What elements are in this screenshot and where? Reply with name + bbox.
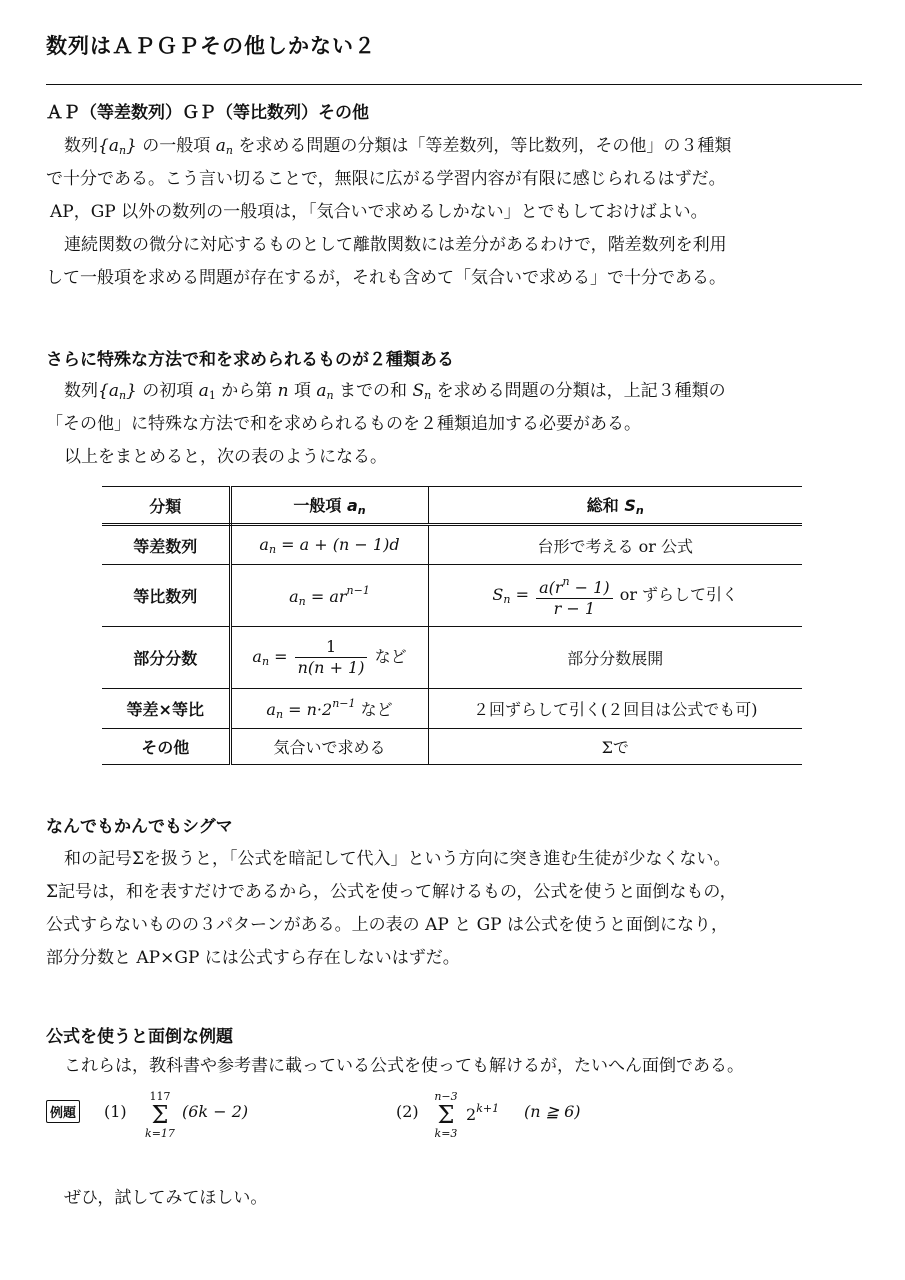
section1-heading: ＡＰ（等差数列）ＧＰ（等比数列）その他 <box>46 103 369 123</box>
row-general-term: $a_n = n\cdot 2^{n-1}$ など <box>230 689 428 729</box>
section1-line-2: で十分である。こう言い切ることで，無限に広がる学習内容が有限に感じられるはずだ。 <box>46 169 726 189</box>
problem-1-expression: (6k − 2) <box>182 1102 249 1121</box>
section1-line-5: して一般項を求める問題が存在するが，それも含めて「気合いで求める」で十分である。 <box>46 268 726 288</box>
problem-2-sigma: n−3 Σ k=3 <box>434 1090 458 1140</box>
section4-body <box>46 1050 862 1083</box>
section3-line-1: 和の記号Σを扱うと，「公式を暗記して代入」という方向に突き進む生徒が少なくない。 <box>64 849 731 869</box>
section3-line-3: 公式すらないものの３パターンがある。上の表の AP と GP は公式を使うと面倒になり， <box>46 915 729 935</box>
table-row <box>102 525 802 565</box>
example-badge: 例題 <box>46 1100 80 1123</box>
row-general-term: $a_n$ = $\frac{1}{n(n + 1)}$ など <box>230 627 428 689</box>
general-fraction: $\frac{1}{n(n + 1)}$ <box>295 637 368 678</box>
section3-body <box>46 843 862 975</box>
problem-2-label: (2) <box>396 1102 419 1121</box>
section1-line-1: 数列$\{a_n\}$ の一般項 $a_n$ を求める問題の分類は「等差数列，等比数列，その他」の３種類 <box>64 136 732 157</box>
page-title: 数列はＡＰＧＰその他しかない２ <box>46 34 376 58</box>
header-general-term: 一般項 $a_n$ <box>230 487 428 525</box>
problem-1-label: (1) <box>104 1102 127 1121</box>
row-category: 等差×等比 <box>102 689 230 729</box>
section1-line-3: AP，GP 以外の数列の一般項は，「気合いで求めるしかない」とでもしておけばよい。 <box>50 202 708 222</box>
section4-heading: 公式を使うと面倒な例題 <box>46 1027 233 1047</box>
row-sum: 部分分数展開 <box>428 627 802 689</box>
section3-heading: なんでもかんでもシグマ <box>46 817 233 837</box>
table-header-row <box>102 487 802 525</box>
row-sum: Σで <box>428 729 802 765</box>
section2-heading: さらに特殊な方法で和を求められるものが２種類ある <box>46 350 454 370</box>
row-sum: $S_n$ = $\frac{a(r^n - 1)}{r - 1}$ or ずらして引く <box>428 565 802 627</box>
example-problems <box>46 1090 862 1150</box>
section2-line-2: 「その他」に特殊な方法で和を求められるものを２種類追加する必要がある。 <box>46 414 641 434</box>
row-category: その他 <box>102 729 230 765</box>
section1-line-4: 連続関数の微分に対応するものとして離散関数には差分があるわけで，階差数列を利用 <box>64 235 727 255</box>
problem-1-sigma: 117 Σ k=17 <box>145 1090 175 1140</box>
row-category: 等比数列 <box>102 565 230 627</box>
row-general-term: $a_n = ar^{n-1}$ <box>230 565 428 627</box>
row-sum: 台形で考える or 公式 <box>428 525 802 565</box>
header-sum: 総和 $S_n$ <box>428 487 802 525</box>
row-sum: ２回ずらして引く(２回目は公式でも可) <box>428 689 802 729</box>
title-divider <box>46 84 862 85</box>
table-row <box>102 729 802 765</box>
summary-table <box>102 486 802 765</box>
table-row <box>102 689 802 729</box>
table-row <box>102 627 802 689</box>
section2-line-1: 数列$\{a_n\}$ の初項 $a_1$ から第 n 項 $a_n$ までの和 $S_n$ を求める問題の分類は，上記３種類の <box>64 381 726 402</box>
row-general-term: 気合いで求める <box>230 729 428 765</box>
section2-line-3: 以上をまとめると，次の表のようになる。 <box>64 447 387 467</box>
section3-line-4: 部分分数と AP×GP には公式すら存在しないはずだ。 <box>46 948 460 968</box>
problem-2-condition: (n ≧ 6) <box>524 1102 581 1121</box>
row-category: 等差数列 <box>102 525 230 565</box>
closing-text: ぜひ，試してみてほしい。 <box>64 1188 268 1208</box>
section1-body <box>46 130 862 295</box>
row-general-term: $a_n = a + (n - 1)d$ <box>230 525 428 565</box>
table-row <box>102 565 802 627</box>
sum-fraction: $\frac{a(r^n - 1)}{r - 1}$ <box>536 572 613 619</box>
header-category: 分類 <box>102 487 230 525</box>
section3-line-2: Σ記号は，和を表すだけであるから，公式を使って解けるもの，公式を使うと面倒なもの， <box>46 882 737 902</box>
section2-body <box>46 375 862 474</box>
section4-line-1: これらは，教科書や参考書に載っている公式を使っても解けるが，たいへん面倒である。 <box>64 1056 744 1076</box>
problem-2-expression: $2^{k+1}$ <box>466 1102 500 1124</box>
row-category: 部分分数 <box>102 627 230 689</box>
